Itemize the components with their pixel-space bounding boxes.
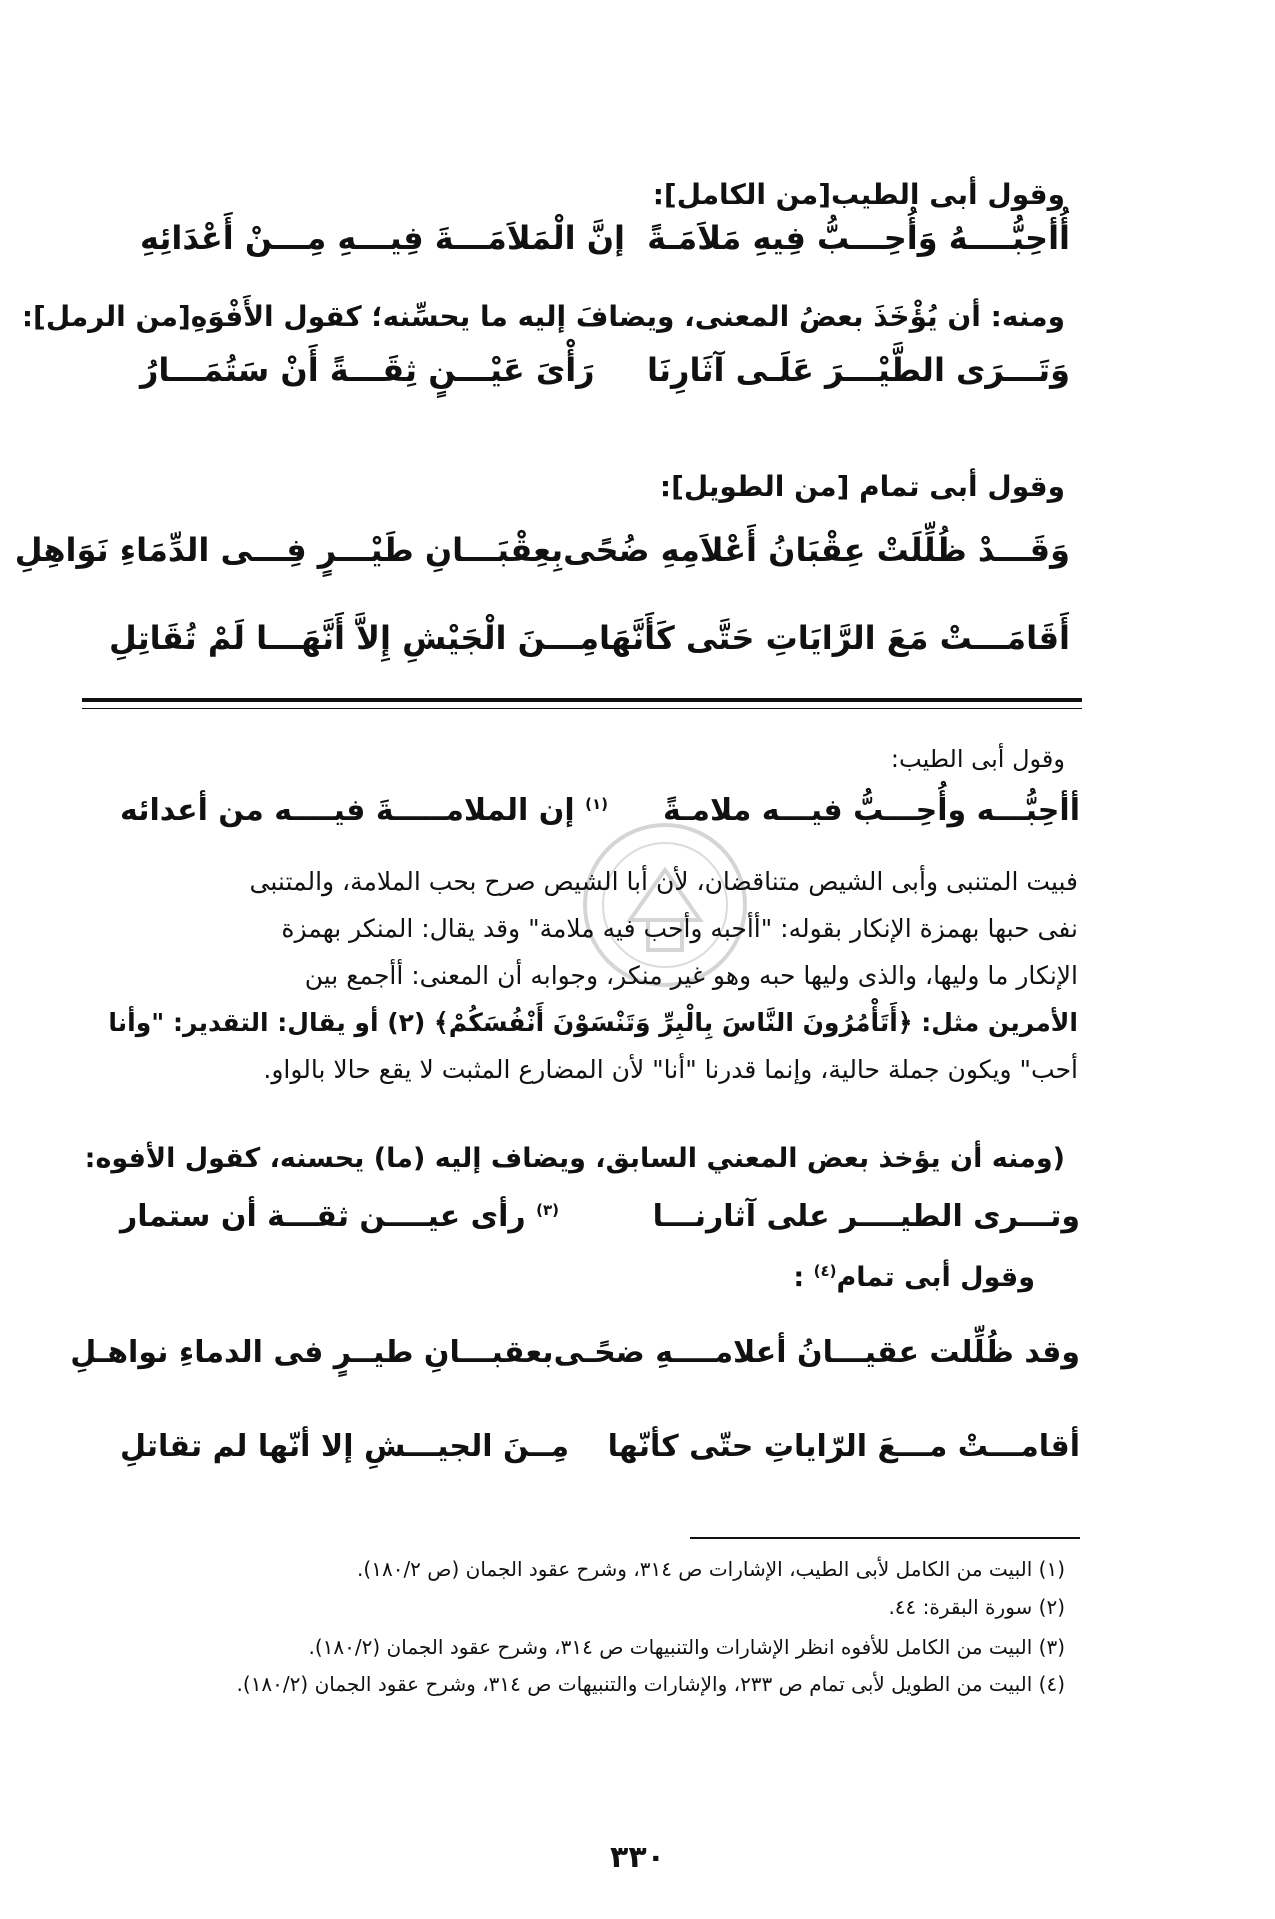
paragraph-line: فبيت المتنبى وأبى الشيص متناقضان، لأن أبا الشيص صرح بحب الملامة، والمتنبى (249, 867, 1078, 896)
intro-abi-tammam: وقول أبى تمام [من الطويل]: (659, 470, 1065, 503)
intro-colon: : (793, 1262, 805, 1293)
verse-row (120, 784, 1080, 836)
intro-text: وقول أبى تمام (836, 1262, 1035, 1293)
intro-afwah: ومنه: أن يُؤْخَذَ بعضُ المعنى، ويضافَ إليه ما يحسِّنه؛ كقول الأَفْوَهِ[من الرمل]: (21, 300, 1065, 333)
verse-second-hemistich: مِـــنَ الْجَيْشِ إِلاَّ أَنَّهَـــا لَمْ تُقَاتِلِ (109, 619, 599, 657)
section-divider-thin (82, 708, 1082, 709)
footnote-ref: (٣) (536, 1200, 560, 1219)
section-divider-thick (82, 698, 1082, 702)
paragraph-line: الأمرين مثل: ﴿أَتَأْمُرُونَ النَّاسَ بِالْبِرِّ وَتَنْسَوْنَ أَنْفُسَكُمْ﴾ (٢) أو يقال: التقدير: "وأنا (108, 1008, 1078, 1037)
verse-second-hemistich: إنَّ الْمَلاَمَـــةَ فِيـــهِ مِـــنْ أَعْدَائِهِ (140, 219, 625, 257)
paragraph-line: نفى حبها بهمزة الإنكار بقوله: "أأحبه وأحب فيه ملامة" وقد يقال: المنكر بهمزة (281, 914, 1078, 943)
verse-first-hemistich: أُأحِبُّــــهُ وَأُحِـــبُّ فِيهِ مَلاَمَـةً (647, 219, 1070, 257)
footnote: (٤) البيت من الطويل لأبى تمام ص ٢٣٣، والإشارات والتنبيهات ص ٣١٤، وشرح عقود الجمان (١٨٠/٢). (236, 1672, 1065, 1696)
verse-row (70, 1326, 1080, 1378)
verse-second-hemistich: بِعِقْبَـــانِ طَيْـــرٍ فِـــى الدِّمَاءِ نَوَاهِلِ (14, 531, 564, 569)
verse-first-hemistich: وقد ظُلِّلت عقيـــانُ أعلامــــهِ ضحًـى (553, 1334, 1080, 1370)
verse-row (14, 524, 1070, 576)
verse-second-hemistich: مِــنَ الجيـــشِ إلا أنّها لم تقاتلِ (120, 1428, 570, 1464)
verse-row (140, 212, 1070, 264)
verse-row (140, 344, 1070, 396)
intro-abi-tayyib: وقول أبى الطيب[من الكامل]: (652, 178, 1065, 211)
footnote-divider (690, 1537, 1080, 1539)
verse-row (120, 1190, 1080, 1242)
verse-first-hemistich: وَتَـــرَى الطَّيْـــرَ عَلَـى آثَارِنَا (647, 351, 1070, 389)
verse-first-hemistich: أقامـــتْ مـــعَ الرّاياتِ حتّى كأنّها (607, 1428, 1080, 1464)
intro-afwah-plain: (ومنه أن يؤخذ بعض المعني السابق، ويضاف إليه (ما) يحسنه، كقول الأفوه: (84, 1143, 1065, 1174)
verse-second-hemistich: بعقبـــانِ طيــرٍ فى الدماءِ نواهـلِ (70, 1334, 554, 1370)
paragraph-line: الإنكار ما وليها، والذى وليها حبه وهو غير منكر، وجوابه أن المعنى: أأجمع بين (304, 961, 1078, 990)
verse-second-hemistich (120, 1199, 559, 1234)
verse-second-hemistich-text: رأى عيــــن ثقـــة أن ستمار (120, 1198, 526, 1234)
footnote-ref: (٤) (813, 1262, 837, 1280)
verse-first-hemistich: وتـــرى الطيــــر على آثارنـــا (652, 1198, 1080, 1234)
verse-row (120, 1420, 1080, 1472)
paragraph-line: أحب" ويكون جملة حالية، وإنما قدرنا "أنا" لأن المضارع المثبت لا يقع حالا بالواو. (263, 1055, 1078, 1084)
intro-abi-tammam-plain (175, 1262, 1035, 1293)
verse-second-hemistich (120, 793, 608, 828)
verse-first-hemistich: أأحِبُّـــه وأُحِـــبُّ فيـــه ملامـةً (662, 792, 1080, 828)
intro-abi-tayyib-plain: وقول أبى الطيب: (890, 745, 1065, 773)
footnote: (١) البيت من الكامل لأبى الطيب، الإشارات ص ٣١٤، وشرح عقود الجمان (ص ١٨٠/٢). (357, 1557, 1065, 1581)
verse-second-hemistich-text: إن الملامـــــةَ فيــــه من أعدائه (120, 792, 575, 828)
footnote-ref: (١) (585, 794, 608, 813)
footnote: (٣) البيت من الكامل للأفوه انظر الإشارات والتنبيهات ص ٣١٤، وشرح عقود الجمان (١٨٠/٢). (308, 1635, 1065, 1659)
commentary-paragraph (88, 858, 1078, 1093)
verse-second-hemistich: رَأْىَ عَيْـــنٍ ثِقَـــةً أَنْ سَتُمَـــارُ (140, 351, 595, 389)
verse-row (109, 612, 1070, 664)
verse-first-hemistich: وَقَـــدْ ظُلِّلَتْ عِقْبَانُ أَعْلاَمِهِ ضُحًى (563, 531, 1070, 569)
page-number: ٣٣٠ (610, 1840, 665, 1875)
verse-first-hemistich: أَقَامَـــتْ مَعَ الرَّايَاتِ حَتَّى كَأَنَّهَا (599, 619, 1070, 657)
footnote: (٢) سورة البقرة: ٤٤. (888, 1595, 1065, 1619)
